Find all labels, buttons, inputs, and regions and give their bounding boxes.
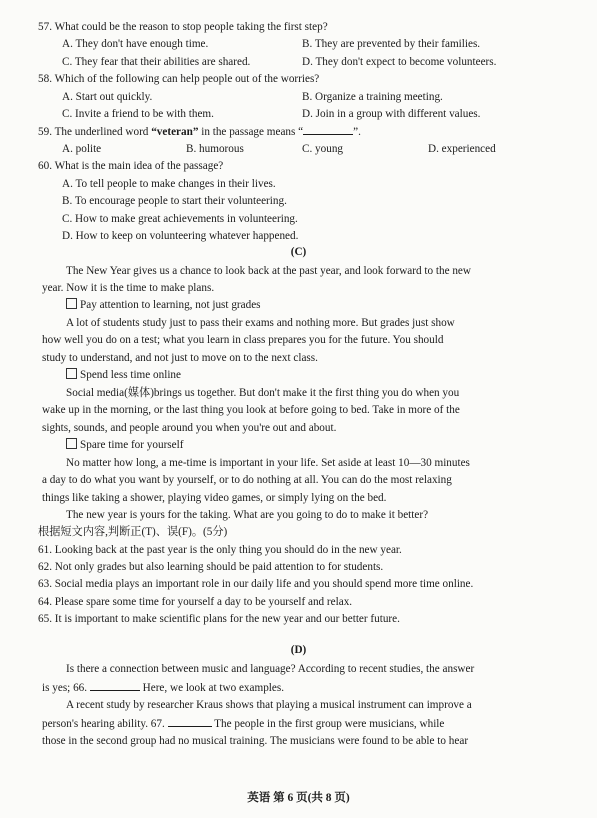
question-57-stem: 57. What could be the reason to stop people taking the first step? <box>38 21 328 33</box>
passage-c-p4-line3: things like taking a shower, playing video games, or simply lying on the bed. <box>42 492 387 504</box>
section-d-heading: (D) <box>290 644 307 656</box>
passage-d-p1-line2-post: Here, we look at two examples. <box>139 682 285 694</box>
passage-d-p2-line2-pre: person's hearing ability. 67. <box>42 718 168 730</box>
answer-blank-66 <box>90 680 140 691</box>
question-59-option-a: A. polite <box>62 143 102 155</box>
passage-d-p1-line1: Is there a connection between music and language? According to recent studies, the answer <box>66 663 475 675</box>
question-57-option-c: C. They fear that their abilities are shared. <box>62 56 251 68</box>
tip-2 <box>66 368 181 382</box>
passage-c-p5: The new year is yours for the taking. What are you going to do to make it better? <box>66 509 429 521</box>
underlined-word: “veteran” <box>151 126 199 138</box>
passage-c-p2-line3: study to understand, and not just to move on to the next class. <box>42 352 318 364</box>
statement-65: 65. It is important to make scientific plans for the new year and our better future. <box>38 613 400 625</box>
passage-c-p4-line2: a day to do what you want by yourself, or to do nothing at all. You can do the most relaxing <box>42 474 452 486</box>
section-c-heading: (C) <box>290 246 307 258</box>
checkbox-icon <box>66 438 77 449</box>
passage-d-p1-line2-pre: is yes; 66. <box>42 682 90 694</box>
tip-3 <box>66 438 183 452</box>
question-59-stem-post: in the passage means “ <box>198 126 304 138</box>
passage-d-p2-line1: A recent study by researcher Kraus shows that playing a musical instrument can improve a <box>66 699 472 711</box>
question-60-option-c: C. How to make great achievements in volunteering. <box>62 213 298 225</box>
tip-2-label: Spend less time online <box>80 369 181 381</box>
passage-c-p1-line2: year. Now it is the time to make plans. <box>42 282 215 294</box>
answer-blank-67 <box>168 716 212 727</box>
passage-c-p3-line3: sights, sounds, and people around you when you're out and about. <box>42 422 337 434</box>
passage-d-p2-line3: those in the second group had no musical training. The musicians were found to be able to hear <box>42 735 469 747</box>
passage-d-p2-line2-post: The people in the first group were musicians, while <box>211 718 445 730</box>
question-57-option-b: B. They are prevented by their families. <box>302 38 481 50</box>
tip-1-label: Pay attention to learning, not just grades <box>80 299 261 311</box>
page-footer: 英语 第 6 页(共 8 页) <box>247 792 350 804</box>
question-58-stem: 58. Which of the following can help people out of the worries? <box>38 73 320 85</box>
statement-62: 62. Not only grades but also learning should be paid attention to for students. <box>38 561 384 573</box>
question-58-option-c: C. Invite a friend to be with them. <box>62 108 214 120</box>
tip-1 <box>66 298 261 312</box>
passage-c-p2-line1: A lot of students study just to pass their exams and nothing more. But grades just show <box>66 317 455 329</box>
question-58-option-b: B. Organize a training meeting. <box>302 91 443 103</box>
question-59-stem-pre: 59. The underlined word <box>38 126 152 138</box>
question-58-option-d: D. Join in a group with different values. <box>302 108 481 120</box>
passage-c-p1-line1: The New Year gives us a chance to look back at the past year, and look forward to the new <box>66 265 471 277</box>
statement-64: 64. Please spare some time for yourself a day to be yourself and relax. <box>38 596 353 608</box>
question-60-stem: 60. What is the main idea of the passage? <box>38 160 224 172</box>
passage-c-p2-line2: how well you do on a test; what you learn in class prepares you for the future. You should <box>42 334 444 346</box>
checkbox-icon <box>66 298 77 309</box>
question-60-option-a: A. To tell people to make changes in their lives. <box>62 178 276 190</box>
question-57-option-d: D. They don't expect to become volunteers. <box>302 56 497 68</box>
question-58-option-a: A. Start out quickly. <box>62 91 153 103</box>
question-57-option-a: A. They don't have enough time. <box>62 38 209 50</box>
question-60-option-d: D. How to keep on volunteering whatever happened. <box>62 230 299 242</box>
answer-blank-59 <box>303 124 353 135</box>
question-59-option-b: B. humorous <box>186 143 244 155</box>
question-59-option-c: C. young <box>302 143 344 155</box>
question-59-option-d: D. experienced <box>428 143 496 155</box>
passage-d-p1-line2 <box>42 680 284 695</box>
question-59-stem <box>38 124 361 139</box>
passage-c-p4-line1: No matter how long, a me-time is important in your life. Set aside at least 10—30 minutes <box>66 457 470 469</box>
checkbox-icon <box>66 368 77 379</box>
statement-61: 61. Looking back at the past year is the only thing you should do in the new year. <box>38 544 402 556</box>
statement-63: 63. Social media plays an important role in our daily life and you should spend more time online. <box>38 578 474 590</box>
question-59-stem-end: ”. <box>353 126 361 138</box>
passage-c-p3-line1: Social media(媒体)brings us together. But don't make it the first thing you do when you <box>66 387 460 399</box>
question-60-option-b: B. To encourage people to start their volunteering. <box>62 195 287 207</box>
tf-instruction: 根据短文内容,判断正(T)、误(F)。(5分) <box>38 526 228 538</box>
passage-d-p2-line2 <box>42 716 444 731</box>
passage-c-p3-line2: wake up in the morning, or the last thing you look at before going to bed. Take in more of the <box>42 404 460 416</box>
tip-3-label: Spare time for yourself <box>80 439 184 451</box>
